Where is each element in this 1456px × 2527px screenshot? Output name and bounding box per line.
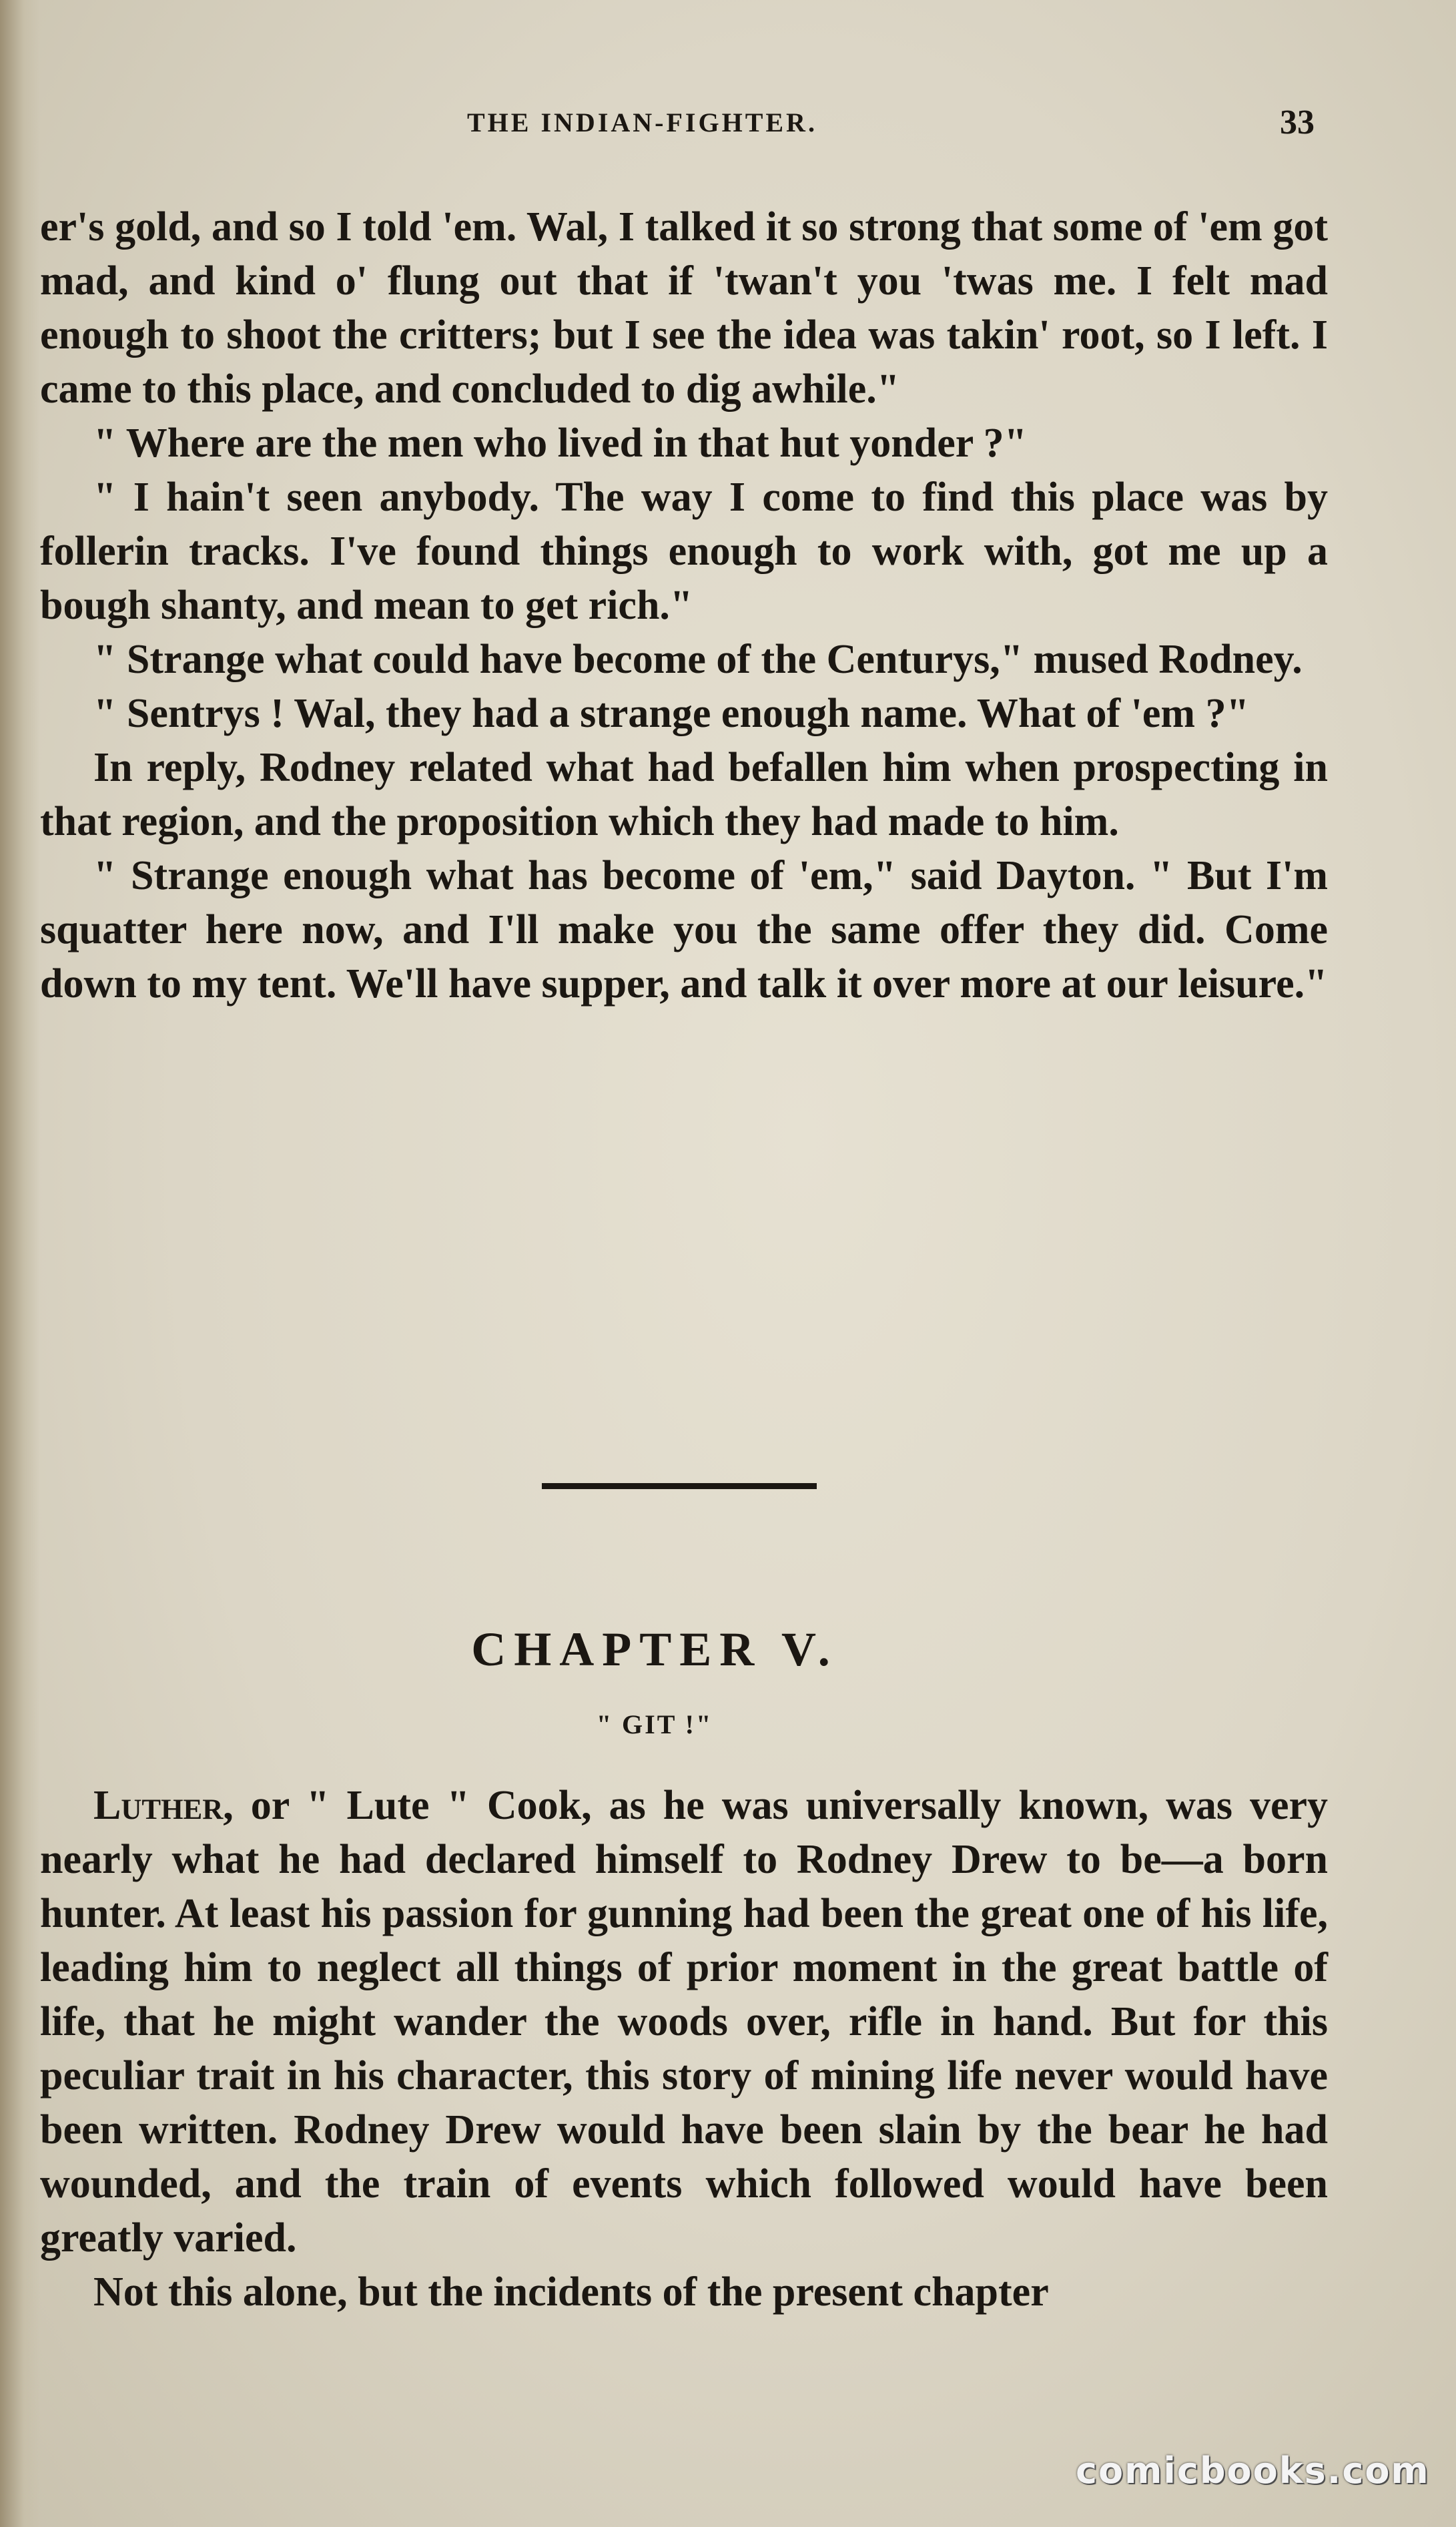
opening-word: Luther, [93,1783,234,1828]
paragraph [40,1779,1328,2265]
paragraph: In reply, Rodney related what had befallen him when prospecting in that region, and the proposition which they had made to him. [40,745,1328,844]
paragraph: " Strange what could have become of the Centurys," mused Rodney. [93,637,1303,682]
paragraph: " Sentrys ! Wal, they had a strange enough name. What of 'em ?" [93,691,1250,736]
chapter-subtitle: " GIT !" [596,1709,713,1739]
running-title: THE INDIAN-FIGHTER. [467,107,817,137]
paragraph: er's gold, and so I told 'em. Wal, I talked it so strong that some of 'em got mad, and kind o' flung out that if 'twan't you 'twas me. I felt mad enough to shoot the critters; but I see the idea was takin' root, so I left. I came to this place, and concluded to dig awhile." [40,204,1328,412]
chapter-body-text [40,1779,1328,2319]
running-head [0,103,1456,147]
section-divider-rule [542,1483,817,1489]
paragraph-text: or " Lute " Cook, as he was universally known, was very nearly what he had declared himself to Rodney Drew to be—a born hunter. At least his passion for gunning had been the great one of his life, leading him to neglect all things of prior moment in the great battle of life, that he might wander the woods over, rifle in hand. But for this peculiar trait in his character, this story of mining life never would have been written. Rodney Drew would have been slain by the bear he had wounded, and the train of events which followed would have been greatly varied. [40,1783,1328,2261]
paragraph: " I hain't seen anybody. The way I come to find this place was by follerin tracks. I've found things enough to work with, got me up a bough shanty, and mean to get rich." [40,475,1328,628]
watermark-logo: comicbooks.com [1076,2450,1430,2492]
paragraph: " Where are the men who lived in that hut yonder ?" [93,420,1028,466]
body-text [40,200,1328,1011]
page-number: 33 [1280,103,1315,142]
paragraph: " Strange enough what has become of 'em," said Dayton. " But I'm squatter here now, and I'll make you the same offer they did. Come down to my tent. We'll have supper, and talk it over more at our leisure." [40,853,1328,1007]
chapter-title: CHAPTER V. [471,1623,838,1676]
binding-shadow [0,0,40,2527]
paragraph: Not this alone, but the incidents of the present chapter [93,2269,1049,2315]
